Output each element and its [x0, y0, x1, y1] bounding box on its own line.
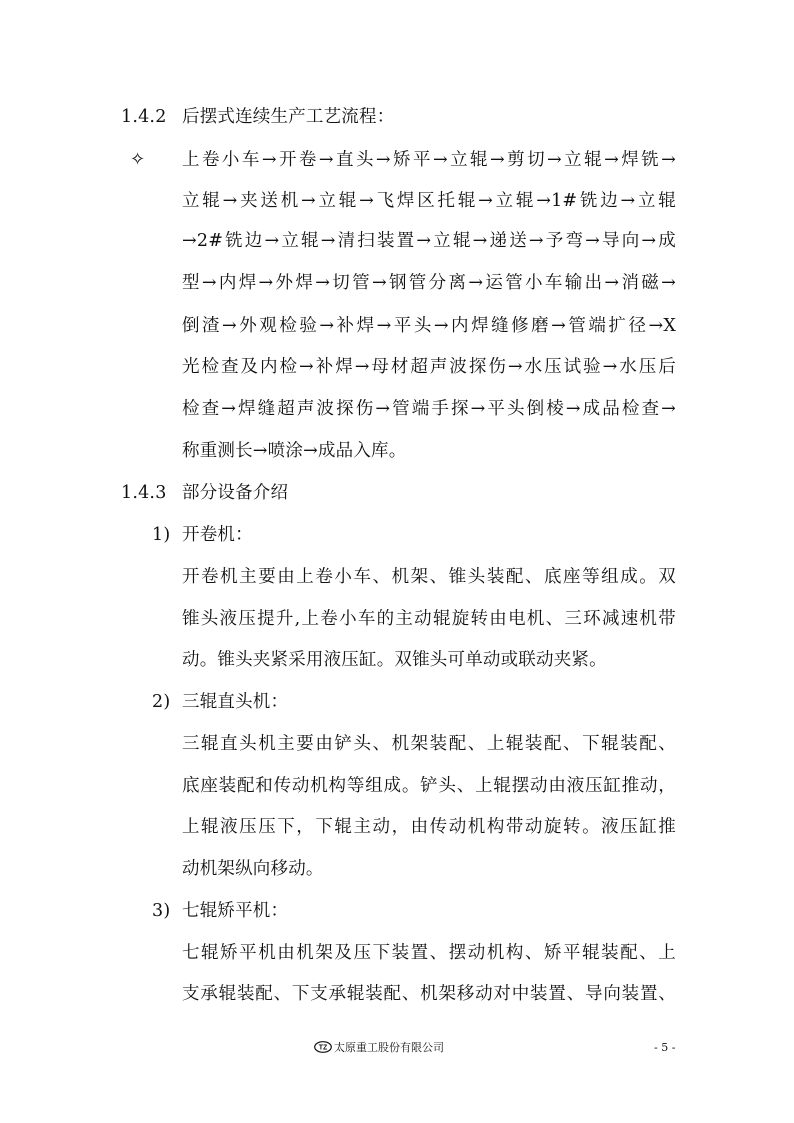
paragraph-line: 动机架纵向移动。 [182, 859, 324, 879]
item-number: 2) [152, 692, 171, 712]
footer-company: 太原重工股份有限公司 [334, 1041, 444, 1054]
process-line: 光检查及内检→补焊→母材超声波探伤→水压试验→水压后 [182, 357, 676, 377]
paragraph-line: 三辊直头机主要由铲头、机架装配、上辊装配、下辊装配、 [182, 734, 676, 754]
section-title: 部分设备介绍 [182, 483, 289, 503]
diamond-bullet-icon: ✧ [130, 149, 146, 170]
logo-text: TZ [318, 1044, 328, 1052]
section-number: 1.4.3 [121, 483, 167, 503]
paragraph-line: 锥头液压提升,上卷小车的主动辊旋转由电机、三环减速机带 [182, 609, 676, 629]
process-line: 称重测长→喷涂→成品入库。 [182, 441, 407, 461]
process-line: 检查→焊缝超声波探伤→管端手探→平头倒棱→成品检查→ [182, 399, 676, 419]
company-logo-icon [314, 1041, 332, 1053]
process-line: 上卷小车→开卷→直头→矫平→立辊→剪切→立辊→焊铣→ [182, 150, 676, 170]
paragraph-line: 开卷机主要由上卷小车、机架、锥头装配、底座等组成。双 [182, 567, 676, 587]
item-title: 七辊矫平机： [182, 901, 289, 921]
paragraph-line: 动。锥头夹紧采用液压缸。双锥头可单动或联动夹紧。 [182, 650, 607, 670]
process-line: 倒渣→外观检验→补焊→平头→内焊缝修磨→管端扩径→X [182, 316, 676, 336]
paragraph-line: 七辊矫平机由机架及压下装置、摆动机构、矫平辊装配、上 [182, 943, 676, 963]
item-number: 1) [152, 525, 171, 545]
section-number: 1.4.2 [121, 107, 167, 127]
item-title: 三辊直头机： [182, 692, 289, 712]
paragraph-line: 上辊液压压下，下辊主动，由传动机构带动旋转。液压缸推 [182, 817, 676, 837]
process-line: 立辊→夹送机→立辊→飞焊区托辊→立辊→1#铣边→立辊 [182, 191, 676, 211]
paragraph-line: 支承辊装配、下支承辊装配、机架移动对中装置、导向装置、 [182, 984, 676, 1004]
item-number: 3) [152, 901, 171, 921]
section-title: 后摆式连续生产工艺流程： [182, 107, 395, 127]
process-line: →2#铣边→立辊→清扫装置→立辊→递送→予弯→导向→成 [182, 231, 676, 251]
paragraph-line: 底座装配和传动机构等组成。铲头、上辊摆动由液压缸推动， [182, 776, 676, 796]
page-number: - 5 - [654, 1041, 676, 1054]
process-line: 型→内焊→外焊→切管→钢管分离→运管小车输出→消磁→ [182, 273, 676, 293]
item-title: 开卷机： [182, 525, 253, 545]
